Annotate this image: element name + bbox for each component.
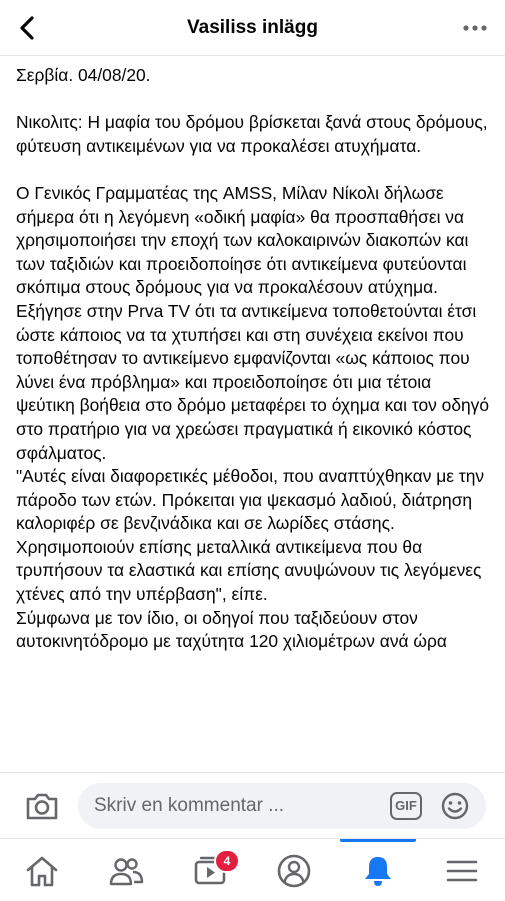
profile-icon xyxy=(276,853,312,889)
post-paragraph: Σερβία. 04/08/20. xyxy=(16,65,151,85)
notification-badge: 4 xyxy=(214,849,240,873)
comment-input[interactable] xyxy=(78,783,486,829)
back-arrow-icon xyxy=(14,14,42,42)
post-paragraph: Νικολιτς: Η μαφία του δρόμου βρίσκεται ξανά στους δρόμους, φύτευση αντικειμένων για να προκαλέσει ατυχήματα. xyxy=(16,112,488,156)
notifications-icon xyxy=(360,853,396,889)
page-title: Vasiliss inlägg xyxy=(187,17,318,38)
comment-placeholder: Skriv en kommentar ... xyxy=(94,795,285,816)
bottom-tab-bar xyxy=(0,838,505,900)
gif-button[interactable]: GIF xyxy=(390,792,422,820)
comment-composer xyxy=(0,772,505,838)
paragraph-spacer xyxy=(16,158,491,182)
friends-icon xyxy=(108,853,144,889)
tab-watch[interactable] xyxy=(168,839,252,901)
post-paragraph: "Αυτές είναι διαφορετικές μέθοδοι, που αναπτύχθηκαν με την πάροδο των ετών. Πρόκειται για ψεκασμό λαδιού, διάτρηση καλοριφέρ σε βενζινάδικα και σε λωρίδες στάσης. Χρησιμοποιούν επίσης μεταλλικά αντικείμενα που θα τρυπήσουν τα ελαστικά και επίσης ανυψώνουν τις λεγόμενες χτένες από την υπέρβαση", είπε. xyxy=(16,466,485,605)
more-options-button[interactable] xyxy=(461,14,489,42)
more-horizontal-icon xyxy=(461,14,489,42)
emoji-icon xyxy=(440,791,470,821)
post-text xyxy=(0,56,505,772)
camera-icon xyxy=(24,788,60,824)
camera-button[interactable] xyxy=(24,788,60,824)
emoji-button[interactable] xyxy=(440,791,470,821)
home-icon xyxy=(24,853,60,889)
menu-icon xyxy=(444,853,480,889)
tab-menu[interactable] xyxy=(420,839,504,901)
tab-friends[interactable] xyxy=(84,839,168,901)
tab-home[interactable] xyxy=(0,839,84,901)
back-button[interactable] xyxy=(14,14,42,42)
post-paragraph: Εξήγησε στην Prva TV ότι τα αντικείμενα τοποθετούνται έτσι ώστε κάποιος να τα χτυπήσει και στη συνέχεια εκείνοι που τοποθέτησαν το αντικείμενο εμφανίζονται «ως κάποιος που λύνει ένα πρόβλημα» και προειδοποίησε ότι μια τέτοια ψεύτικη βοήθεια στο δρόμο μεταφέρει το όχημα και τον οδηγό στο πρατήριο για να χρεώσει πραγματικά ή εικονικό κόστος σφάλματος. xyxy=(16,300,490,463)
post-paragraph: Ο Γενικός Γραμματέας της AMSS, Μίλαν Νίκολι δήλωσε σήμερα ότι η λεγόμενη «οδική μαφία» θα προσπαθήσει να χρησιμοποιήσει την εποχή των καλοκαιρινών διακοπών και των ταξιδιών και προειδοποίησε ότι αντικείμενα φυτεύονται σκόπιμα στους δρόμους για να προκαλέσουν ατύχημα. xyxy=(16,182,469,298)
tab-profile[interactable] xyxy=(252,839,336,901)
tab-notifications[interactable] xyxy=(336,839,420,901)
top-bar xyxy=(0,0,505,56)
post-paragraph: Σύμφωνα με τον ίδιο, οι οδηγοί που ταξιδεύουν στον αυτοκινητόδρομο με ταχύτητα 120 χιλιομέτρων ανά ώρα xyxy=(16,607,447,652)
active-tab-indicator xyxy=(340,839,416,842)
paragraph-spacer xyxy=(16,88,491,112)
